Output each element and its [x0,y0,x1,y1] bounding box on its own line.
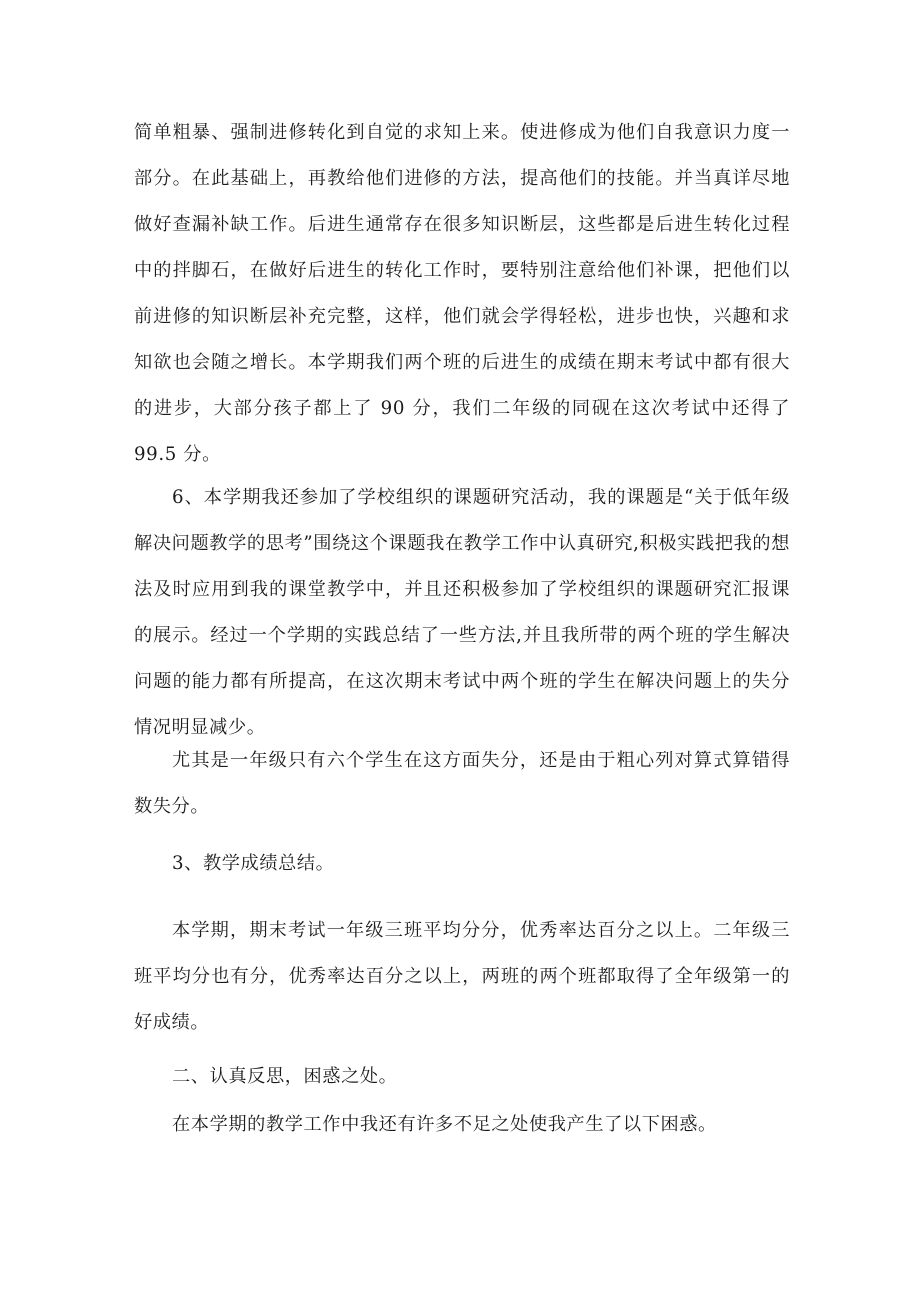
section-heading-teaching-results: 3、教学成绩总结。 [172,853,335,874]
paragraph-research-project: 6、本学期我还参加了学校组织的课题研究活动，我的课题是“关于低年级解决问题教学的思考”围绕这个课题我在教学工作中认真研究,积极实践把我的想法及时应用到我的课堂教学中，并且还积极参加了学校组织的课题研究汇报课的展示。经过一个学期的实践总结了一些方法,并且我所带的两个班的学生解决问题的能力都有所提高，在这次期末考试中两个班的学生在解决问题上的失分情况明显减少。 [134,487,790,738]
paragraph-exam-results: 本学期，期末考试一年级三班平均分分，优秀率达百分之以上。二年级三班平均分也有分，优秀率达百分之以上，两班的两个班都取得了全年级第一的好成绩。 [134,920,790,1033]
paragraph-first-grade-errors: 尤其是一年级只有六个学生在这方面失分，还是由于粗心列对算式算错得数失分。 [134,750,790,817]
paragraph-struggling-students: 简单粗暴、强制进修转化到自觉的求知上来。使进修成为他们自我意识力度一部分。在此基础上，再教给他们进修的方法，提高他们的技能。并当真详尽地做好查漏补缺工作。后进生通常存在很多知识断层，这些都是后进生转化过程中的拌脚石，在做好后进生的转化工作时，要特别注意给他们补课，把他们以前进修的知识断层补充完整，这样，他们就会学得轻松，进步也快，兴趣和求知欲也会随之增长。本学期我们两个班的后进生的成绩在期末考试中都有很大的进步，大部分孩子都上了 90 分，我们二年级的同砚在这次考试中还得了 99.5 分。 [134,122,790,465]
section-heading-reflection: 二、认真反思，困惑之处。 [172,1066,398,1087]
paragraph-confusions-intro: 在本学期的教学工作中我还有许多不足之处使我产生了以下困惑。 [172,1114,717,1135]
